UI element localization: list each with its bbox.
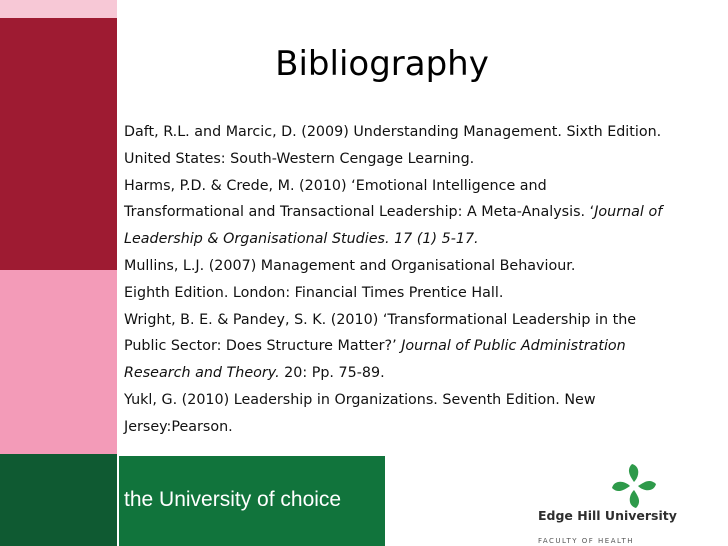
bibliography-line bbox=[124, 307, 720, 334]
citation-journal: Journal of bbox=[594, 204, 663, 221]
footer-tagline: the University of choice bbox=[124, 488, 342, 511]
citation-text: Wright, B. E. & Pandey, S. K. (2010) ‘Transformational Leadership in the bbox=[124, 311, 637, 328]
bibliography-line bbox=[124, 360, 720, 387]
bibliography-line bbox=[124, 387, 720, 414]
citation-text: Mullins, L.J. (2007) Management and Organisational Behaviour. bbox=[124, 257, 576, 274]
citation-text: Public Sector: Does Structure Matter?’ bbox=[124, 338, 402, 355]
citation-text: United States: South-Western Cengage Learning. bbox=[124, 150, 475, 167]
bibliography-line bbox=[124, 199, 720, 226]
bibliography-line bbox=[124, 226, 720, 253]
logo-subtitle: FACULTY OF HEALTH bbox=[538, 537, 634, 545]
bibliography-line bbox=[124, 333, 720, 360]
citation-text: Transformational and Transactional Leadership: A Meta-Analysis. ‘ bbox=[124, 204, 595, 221]
decor-band-red bbox=[0, 18, 117, 270]
decor-band-pink bbox=[0, 270, 117, 454]
citation-text: 20: Pp. 75-89. bbox=[279, 365, 385, 382]
bibliography-line bbox=[124, 414, 720, 441]
university-logo-icon bbox=[610, 462, 658, 510]
bibliography-line bbox=[124, 146, 720, 173]
citation-journal: Journal of Public Administration bbox=[401, 338, 626, 355]
logo-wordmark: Edge Hill University bbox=[538, 508, 677, 523]
citation-text: Jersey:Pearson. bbox=[124, 418, 233, 435]
citation-text: Yukl, G. (2010) Leadership in Organizations. Seventh Edition. New bbox=[124, 391, 596, 408]
bibliography-list bbox=[124, 119, 720, 441]
slide-title: Bibliography bbox=[275, 44, 489, 84]
bibliography-line bbox=[124, 253, 720, 280]
citation-journal: Leadership & Organisational Studies. 17 (1) 5-17. bbox=[124, 231, 479, 248]
bibliography-line bbox=[124, 119, 720, 146]
citation-text: Daft, R.L. and Marcic, D. (2009) Understanding Management. Sixth Edition. bbox=[124, 124, 662, 140]
citation-text: Eighth Edition. London: Financial Times Prentice Hall. bbox=[124, 284, 504, 301]
decor-band-green bbox=[0, 454, 117, 546]
citation-journal: Research and Theory. bbox=[124, 365, 280, 382]
bibliography-line bbox=[124, 280, 720, 307]
decor-band-top bbox=[0, 0, 117, 18]
bibliography-line bbox=[124, 173, 720, 200]
citation-text: Harms, P.D. & Crede, M. (2010) ‘Emotional Intelligence and bbox=[124, 177, 547, 194]
